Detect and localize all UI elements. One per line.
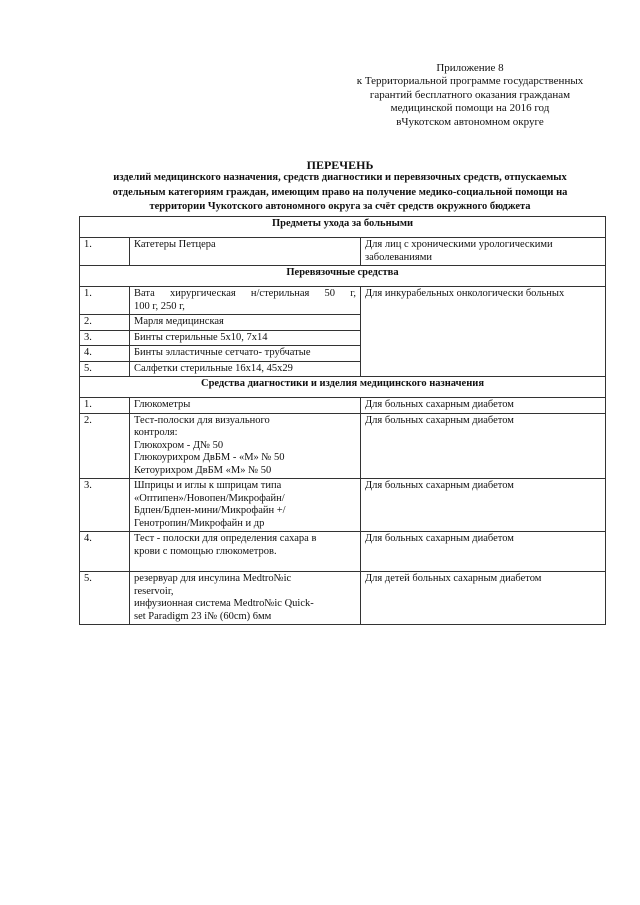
recipient-line: заболеваниями bbox=[365, 251, 432, 263]
row-number: 1. bbox=[80, 287, 130, 315]
recipient-cell: Для больных сахарным диабетом bbox=[361, 413, 606, 479]
item-line: Тест-полоски для визуального bbox=[134, 414, 270, 426]
item-cell bbox=[130, 413, 361, 479]
table-row bbox=[80, 413, 606, 479]
items-table bbox=[79, 216, 606, 625]
recipient-cell: Для инкурабельных онкологически больных bbox=[361, 287, 606, 377]
appendix-line: гарантий бесплатного оказания гражданам bbox=[369, 88, 571, 101]
section-row bbox=[80, 217, 606, 238]
table-row bbox=[80, 532, 606, 572]
item-line: 100 г, 250 г, bbox=[134, 300, 185, 312]
appendix-line: к Территориальной программе государственных bbox=[356, 75, 584, 88]
subtitle-line: территории Чукотского автономного округа за счёт средств окружного бюджета bbox=[149, 201, 531, 212]
item-line: Глюкоурихром ДвБМ - «М» № 50 bbox=[134, 452, 285, 463]
item-line: Бдпен/Бдпен-мини/Микрофайн +/ bbox=[134, 505, 286, 516]
recipient-cell bbox=[361, 238, 606, 266]
row-number: 4. bbox=[80, 532, 130, 572]
section-header-care: Предметы ухода за больными bbox=[80, 217, 606, 238]
recipient-cell: Для больных сахарным диабетом bbox=[361, 532, 606, 572]
row-number: 2. bbox=[80, 315, 130, 331]
item-line: резервуар для инсулина Medtro№ic bbox=[134, 573, 292, 584]
recipient-line: Для лиц с хроническими урологическими bbox=[365, 239, 553, 250]
item-line: инфузионная система Medtro№ic Quick- bbox=[134, 598, 314, 609]
row-number: 1. bbox=[80, 238, 130, 266]
section-header-diagnostics: Средства диагностики и изделия медицинского назначения bbox=[80, 377, 606, 398]
appendix-line: медицинской помощи на 2016 год bbox=[390, 102, 550, 115]
subtitle-line: изделий медицинского назначения, средств диагностики и перевязочных средств, отпускаемых bbox=[113, 172, 567, 183]
item-line bbox=[134, 288, 356, 301]
document-subtitle bbox=[80, 171, 600, 215]
table-row bbox=[80, 287, 606, 315]
item-line: Тест - полоски для определения сахара в bbox=[134, 533, 317, 544]
item-line: Шприцы и иглы к шприцам типа bbox=[134, 480, 282, 491]
item-word: г, bbox=[350, 288, 356, 299]
item-word: Вата bbox=[134, 288, 155, 299]
item-cell bbox=[130, 287, 361, 315]
document-title: ПЕРЕЧЕНЬ bbox=[306, 158, 374, 172]
item-line: «Оптипен»/Новопен/Микрофайн/ bbox=[134, 492, 285, 504]
section-row bbox=[80, 266, 606, 287]
item-cell bbox=[130, 572, 361, 625]
item-cell: Бинты элластичные сетчато- трубчатые bbox=[130, 346, 361, 362]
item-line: Генотропин/Микрофайн и др bbox=[134, 517, 265, 529]
item-cell: Бинты стерильные 5х10, 7х14 bbox=[130, 330, 361, 346]
row-number: 5. bbox=[80, 572, 130, 625]
item-cell: Глюкометры bbox=[130, 398, 361, 414]
recipient-cell: Для детей больных сахарным диабетом bbox=[361, 572, 606, 625]
item-line: set Paradigm 23 i№ (60cm) 6мм bbox=[134, 610, 272, 622]
item-cell: Салфетки стерильные 16х14, 45х29 bbox=[130, 361, 361, 377]
recipient-cell: Для больных сахарным диабетом bbox=[361, 479, 606, 532]
section-row bbox=[80, 377, 606, 398]
item-line: Кетоурихром ДвБМ «М» № 50 bbox=[134, 464, 272, 476]
item-word: хирургическая bbox=[169, 288, 236, 299]
item-cell: Марля медицинская bbox=[130, 315, 361, 331]
appendix-line: вЧукотском автономном округе bbox=[396, 115, 544, 128]
row-number: 3. bbox=[80, 479, 130, 532]
table-row bbox=[80, 572, 606, 625]
subtitle-line: отдельным категориям граждан, имеющим право на получение медико-социальной помощи на bbox=[112, 186, 568, 198]
section-header-dressing: Перевязочные средства bbox=[80, 266, 606, 287]
item-cell: Катетеры Петцера bbox=[130, 238, 361, 266]
item-line: контроля: bbox=[134, 427, 178, 438]
item-cell bbox=[130, 479, 361, 532]
row-number: 4. bbox=[80, 346, 130, 362]
item-line: Глюкохром - Д№ 50 bbox=[134, 439, 224, 451]
row-number: 3. bbox=[80, 330, 130, 346]
item-cell bbox=[130, 532, 361, 572]
appendix-line: Приложение 8 bbox=[436, 62, 504, 74]
row-number: 2. bbox=[80, 413, 130, 479]
item-word: н/стерильная bbox=[250, 288, 310, 299]
item-word: 50 bbox=[324, 288, 336, 299]
item-line: крови с помощью глюкометров. bbox=[134, 545, 277, 557]
item-line: reservoir, bbox=[134, 585, 174, 597]
appendix-note bbox=[330, 62, 610, 129]
row-number: 1. bbox=[80, 398, 130, 414]
row-number: 5. bbox=[80, 361, 130, 377]
table-row bbox=[80, 238, 606, 266]
recipient-cell: Для больных сахарным диабетом bbox=[361, 398, 606, 414]
table-row bbox=[80, 398, 606, 414]
table-row bbox=[80, 479, 606, 532]
